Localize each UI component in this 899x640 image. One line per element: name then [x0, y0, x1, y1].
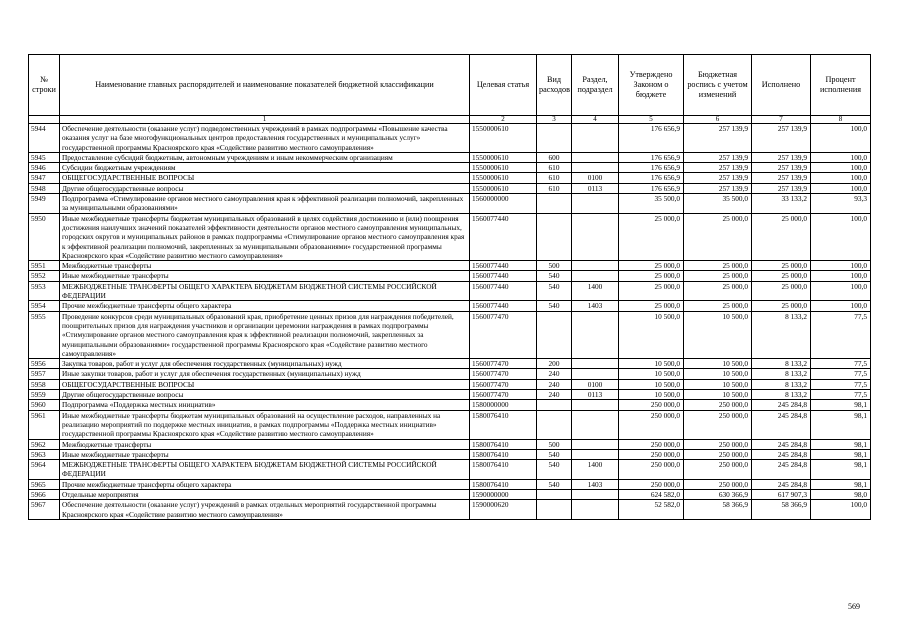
row-number: 5951 [29, 261, 60, 271]
target-article: 1550000610 [470, 163, 537, 173]
approved-amount: 250 000,0 [619, 479, 684, 489]
row-name: Прочие межбюджетные трансферты общего характера [60, 479, 470, 489]
column-header: Утверждено Законом о бюджете [619, 55, 684, 116]
row-number: 5960 [29, 400, 60, 410]
executed-amount: 25 000,0 [752, 271, 811, 281]
execution-percent: 100,0 [811, 301, 871, 311]
expense-kind: 240 [537, 369, 572, 379]
section-subsection: 0113 [572, 390, 619, 400]
approved-amount: 25 000,0 [619, 213, 684, 260]
execution-percent: 100,0 [811, 281, 871, 301]
budget-table-sheet [28, 54, 870, 520]
expense-kind: 610 [537, 173, 572, 183]
target-article: 1560077440 [470, 301, 537, 311]
budget-schedule-amount: 257 139,9 [684, 152, 752, 162]
column-index: 2 [470, 116, 537, 124]
column-index: 7 [752, 116, 811, 124]
target-article: 1580076410 [470, 460, 537, 480]
row-name: Иные межбюджетные трансферты бюджетам муниципальных образований в целях содействия достижению и (или) поощрения достижения наилучших значений показателей эффективности деятельности органов местного самоуправления муниципальных, городских округов и муниципальных районов в рамках подпрограммы «Стимулирование органов местного самоуправления края к эффективной реализации полномочий, закрепленных за муниципальными образованиями» государственной программы Красноярского края «Содействие развитию местного самоуправления» [60, 213, 470, 260]
approved-amount: 250 000,0 [619, 449, 684, 459]
row-name: ОБЩЕГОСУДАРСТВЕННЫЕ ВОПРОСЫ [60, 379, 470, 389]
budget-schedule-amount: 25 000,0 [684, 301, 752, 311]
target-article: 1590000620 [470, 500, 537, 520]
approved-amount: 25 000,0 [619, 281, 684, 301]
budget-schedule-amount: 25 000,0 [684, 281, 752, 301]
target-article: 1580076410 [470, 410, 537, 439]
section-subsection: 1403 [572, 479, 619, 489]
row-number: 5963 [29, 449, 60, 459]
approved-amount: 35 500,0 [619, 194, 684, 214]
expense-kind: 610 [537, 163, 572, 173]
target-article: 1550000610 [470, 152, 537, 162]
row-number: 5955 [29, 311, 60, 358]
table-row [29, 213, 871, 260]
header-row [29, 55, 871, 116]
row-name: Прочие межбюджетные трансферты общего характера [60, 301, 470, 311]
executed-amount: 245 284,8 [752, 449, 811, 459]
row-name: МЕЖБЮДЖЕТНЫЕ ТРАНСФЕРТЫ ОБЩЕГО ХАРАКТЕРА БЮДЖЕТАМ БЮДЖЕТНОЙ СИСТЕМЫ РОССИЙСКОЙ ФЕДЕРАЦИИ [60, 281, 470, 301]
column-index: 3 [537, 116, 572, 124]
executed-amount: 25 000,0 [752, 301, 811, 311]
row-number: 5967 [29, 500, 60, 520]
row-name: Субсидии бюджетным учреждениям [60, 163, 470, 173]
column-header: Раздел, подраздел [572, 55, 619, 116]
row-name: Иные межбюджетные трансферты [60, 271, 470, 281]
section-subsection: 1400 [572, 460, 619, 480]
approved-amount: 52 582,0 [619, 500, 684, 520]
row-name: Проведение конкурсов среди муниципальных образований края, приобретение ценных призов для награждения победителей, поощрительных призов для награждения участников и организации церемонии награждения в рамках подпрограммы «Стимулирование органов местного самоуправления края к эффективной реализации полномочий, закрепленных за муниципальными образованиями» государственной программы Красноярского края «Содействие развитию местного самоуправления» [60, 311, 470, 358]
target-article: 1560077440 [470, 261, 537, 271]
expense-kind: 540 [537, 449, 572, 459]
table-row [29, 479, 871, 489]
row-name: ОБЩЕГОСУДАРСТВЕННЫЕ ВОПРОСЫ [60, 173, 470, 183]
expense-kind [537, 489, 572, 499]
expense-kind: 500 [537, 439, 572, 449]
expense-kind: 540 [537, 460, 572, 480]
expense-kind: 540 [537, 479, 572, 489]
execution-percent: 100,0 [811, 261, 871, 271]
approved-amount: 25 000,0 [619, 261, 684, 271]
row-number: 5959 [29, 390, 60, 400]
expense-kind: 540 [537, 301, 572, 311]
row-name: Обеспечение деятельности (оказание услуг) подведомственных учреждений в рамках подпрограммы «Повышение качества оказания услуг на базе многофункциональных центров предоставления государственных и муниципальных услуг» государственной программы Красноярского края «Содействие развитию местного самоуправления» [60, 124, 470, 153]
execution-percent: 98,1 [811, 439, 871, 449]
budget-schedule-amount: 25 000,0 [684, 261, 752, 271]
table-header [29, 55, 871, 124]
budget-execution-table [28, 54, 871, 520]
column-index: 5 [619, 116, 684, 124]
table-row [29, 489, 871, 499]
column-header: Наименование главных распорядителей и наименование показателей бюджетной классификации [60, 55, 470, 116]
row-name: Межбюджетные трансферты [60, 439, 470, 449]
section-subsection: 0113 [572, 183, 619, 193]
section-subsection [572, 163, 619, 173]
budget-schedule-amount: 257 139,9 [684, 173, 752, 183]
section-subsection: 1400 [572, 281, 619, 301]
execution-percent: 93,3 [811, 194, 871, 214]
row-name: Предоставление субсидий бюджетным, автономным учреждениям и иным некоммерческим организациям [60, 152, 470, 162]
section-subsection: 0100 [572, 379, 619, 389]
expense-kind: 610 [537, 183, 572, 193]
executed-amount: 8 133,2 [752, 369, 811, 379]
row-number: 5958 [29, 379, 60, 389]
approved-amount: 250 000,0 [619, 439, 684, 449]
section-subsection [572, 400, 619, 410]
row-name: Подпрограмма «Стимулирование органов местного самоуправления края к эффективной реализации полномочий, закрепленных за муниципальными образованиями» [60, 194, 470, 214]
column-header: Целевая статья [470, 55, 537, 116]
expense-kind [537, 194, 572, 214]
section-subsection [572, 359, 619, 369]
execution-percent: 100,0 [811, 163, 871, 173]
executed-amount: 257 139,9 [752, 124, 811, 153]
expense-kind [537, 311, 572, 358]
expense-kind [537, 213, 572, 260]
executed-amount: 617 907,3 [752, 489, 811, 499]
table-body [29, 124, 871, 520]
executed-amount: 8 133,2 [752, 390, 811, 400]
budget-schedule-amount: 10 500,0 [684, 390, 752, 400]
approved-amount: 250 000,0 [619, 410, 684, 439]
execution-percent: 100,0 [811, 500, 871, 520]
executed-amount: 33 133,2 [752, 194, 811, 214]
table-row [29, 369, 871, 379]
table-row [29, 152, 871, 162]
executed-amount: 8 133,2 [752, 359, 811, 369]
target-article: 1580076410 [470, 439, 537, 449]
table-row [29, 183, 871, 193]
row-number: 5966 [29, 489, 60, 499]
row-name: Межбюджетные трансферты [60, 261, 470, 271]
table-row [29, 194, 871, 214]
section-subsection [572, 311, 619, 358]
executed-amount: 245 284,8 [752, 400, 811, 410]
section-subsection: 1403 [572, 301, 619, 311]
budget-schedule-amount: 25 000,0 [684, 271, 752, 281]
target-article: 1560077440 [470, 213, 537, 260]
table-row [29, 379, 871, 389]
table-row [29, 163, 871, 173]
row-number: 5948 [29, 183, 60, 193]
expense-kind: 200 [537, 359, 572, 369]
page-number: 569 [848, 602, 860, 611]
target-article: 1560077470 [470, 359, 537, 369]
row-name: Отдельные мероприятия [60, 489, 470, 499]
approved-amount: 624 582,0 [619, 489, 684, 499]
row-number: 5965 [29, 479, 60, 489]
table-row [29, 410, 871, 439]
execution-percent: 77,5 [811, 311, 871, 358]
target-article: 1580076410 [470, 479, 537, 489]
table-row [29, 359, 871, 369]
expense-kind: 600 [537, 152, 572, 162]
row-name: Иные закупки товаров, работ и услуг для обеспечения государственных (муниципальных) нужд [60, 369, 470, 379]
table-row [29, 261, 871, 271]
section-subsection [572, 369, 619, 379]
row-number: 5946 [29, 163, 60, 173]
section-subsection [572, 213, 619, 260]
approved-amount: 10 500,0 [619, 369, 684, 379]
executed-amount: 257 139,9 [752, 183, 811, 193]
target-article: 1560077470 [470, 390, 537, 400]
target-article: 1560077440 [470, 281, 537, 301]
executed-amount: 25 000,0 [752, 213, 811, 260]
row-number: 5961 [29, 410, 60, 439]
approved-amount: 250 000,0 [619, 460, 684, 480]
target-article: 1590000000 [470, 489, 537, 499]
execution-percent: 77,5 [811, 359, 871, 369]
row-name: Обеспечение деятельности (оказание услуг) учреждений в рамках отдельных мероприятий государственной программы Красноярского края «Содействие развитию местного самоуправления» [60, 500, 470, 520]
target-article: 1550000610 [470, 124, 537, 153]
expense-kind [537, 124, 572, 153]
target-article: 1580000000 [470, 400, 537, 410]
table-row [29, 460, 871, 480]
row-number: 5964 [29, 460, 60, 480]
execution-percent: 100,0 [811, 124, 871, 153]
column-index-row [29, 116, 871, 124]
executed-amount: 257 139,9 [752, 163, 811, 173]
row-number: 5945 [29, 152, 60, 162]
approved-amount: 176 656,9 [619, 163, 684, 173]
executed-amount: 257 139,9 [752, 152, 811, 162]
execution-percent: 100,0 [811, 183, 871, 193]
executed-amount: 8 133,2 [752, 311, 811, 358]
target-article: 1560077470 [470, 379, 537, 389]
execution-percent: 100,0 [811, 173, 871, 183]
table-row [29, 439, 871, 449]
row-name: МЕЖБЮДЖЕТНЫЕ ТРАНСФЕРТЫ ОБЩЕГО ХАРАКТЕРА БЮДЖЕТАМ БЮДЖЕТНОЙ СИСТЕМЫ РОССИЙСКОЙ ФЕДЕРАЦИИ [60, 460, 470, 480]
expense-kind: 500 [537, 261, 572, 271]
budget-schedule-amount: 10 500,0 [684, 369, 752, 379]
budget-schedule-amount: 250 000,0 [684, 439, 752, 449]
target-article: 1550000610 [470, 173, 537, 183]
table-row [29, 124, 871, 153]
table-row [29, 301, 871, 311]
execution-percent: 77,5 [811, 369, 871, 379]
row-number: 5950 [29, 213, 60, 260]
column-index [29, 116, 60, 124]
budget-schedule-amount: 250 000,0 [684, 449, 752, 459]
target-article: 1550000610 [470, 183, 537, 193]
budget-schedule-amount: 58 366,9 [684, 500, 752, 520]
section-subsection [572, 271, 619, 281]
budget-schedule-amount: 257 139,9 [684, 124, 752, 153]
budget-schedule-amount: 250 000,0 [684, 400, 752, 410]
row-name: Другие общегосударственные вопросы [60, 390, 470, 400]
section-subsection: 0100 [572, 173, 619, 183]
row-number: 5956 [29, 359, 60, 369]
approved-amount: 176 656,9 [619, 124, 684, 153]
table-row [29, 311, 871, 358]
approved-amount: 25 000,0 [619, 271, 684, 281]
column-header: Исполнено [752, 55, 811, 116]
budget-schedule-amount: 257 139,9 [684, 183, 752, 193]
table-row [29, 449, 871, 459]
budget-schedule-amount: 250 000,0 [684, 410, 752, 439]
row-number: 5949 [29, 194, 60, 214]
approved-amount: 10 500,0 [619, 359, 684, 369]
executed-amount: 58 366,9 [752, 500, 811, 520]
row-number: 5954 [29, 301, 60, 311]
execution-percent: 100,0 [811, 152, 871, 162]
row-name: Закупка товаров, работ и услуг для обеспечения государственных (муниципальных) нужд [60, 359, 470, 369]
section-subsection [572, 500, 619, 520]
expense-kind: 540 [537, 271, 572, 281]
table-row [29, 400, 871, 410]
section-subsection [572, 449, 619, 459]
execution-percent: 100,0 [811, 213, 871, 260]
column-index: 8 [811, 116, 871, 124]
target-article: 1580076410 [470, 449, 537, 459]
column-index: 6 [684, 116, 752, 124]
section-subsection [572, 261, 619, 271]
table-row [29, 390, 871, 400]
table-row [29, 271, 871, 281]
execution-percent: 98,1 [811, 449, 871, 459]
approved-amount: 250 000,0 [619, 400, 684, 410]
expense-kind [537, 500, 572, 520]
executed-amount: 245 284,8 [752, 439, 811, 449]
table-row [29, 500, 871, 520]
column-header: № строки [29, 55, 60, 116]
target-article: 1560077470 [470, 311, 537, 358]
table-row [29, 281, 871, 301]
execution-percent: 98,1 [811, 479, 871, 489]
execution-percent: 98,1 [811, 460, 871, 480]
column-header: Бюджетная роспись с учетом изменений [684, 55, 752, 116]
row-number: 5962 [29, 439, 60, 449]
expense-kind [537, 400, 572, 410]
table-row [29, 173, 871, 183]
section-subsection [572, 194, 619, 214]
expense-kind: 240 [537, 379, 572, 389]
row-name: Другие общегосударственные вопросы [60, 183, 470, 193]
budget-schedule-amount: 10 500,0 [684, 359, 752, 369]
target-article: 1560077470 [470, 369, 537, 379]
row-name: Иные межбюджетные трансферты [60, 449, 470, 459]
executed-amount: 25 000,0 [752, 261, 811, 271]
executed-amount: 8 133,2 [752, 379, 811, 389]
executed-amount: 245 284,8 [752, 460, 811, 480]
section-subsection [572, 410, 619, 439]
approved-amount: 176 656,9 [619, 173, 684, 183]
target-article: 1560077440 [470, 271, 537, 281]
section-subsection [572, 152, 619, 162]
row-number: 5944 [29, 124, 60, 153]
approved-amount: 10 500,0 [619, 379, 684, 389]
execution-percent: 98,1 [811, 400, 871, 410]
budget-schedule-amount: 630 366,9 [684, 489, 752, 499]
execution-percent: 77,5 [811, 379, 871, 389]
section-subsection [572, 489, 619, 499]
budget-schedule-amount: 10 500,0 [684, 379, 752, 389]
expense-kind [537, 410, 572, 439]
approved-amount: 10 500,0 [619, 311, 684, 358]
execution-percent: 100,0 [811, 271, 871, 281]
row-number: 5947 [29, 173, 60, 183]
row-number: 5953 [29, 281, 60, 301]
budget-schedule-amount: 35 500,0 [684, 194, 752, 214]
column-header: Вид расходов [537, 55, 572, 116]
approved-amount: 10 500,0 [619, 390, 684, 400]
budget-schedule-amount: 10 500,0 [684, 311, 752, 358]
execution-percent: 98,0 [811, 489, 871, 499]
approved-amount: 176 656,9 [619, 152, 684, 162]
executed-amount: 25 000,0 [752, 281, 811, 301]
row-name: Иные межбюджетные трансферты бюджетам муниципальных образований на осуществление расходов, направленных на реализацию мероприятий по поддержке местных инициатив, в рамках подпрограммы «Поддержка местных инициатив» государственной программы Красноярского края «Содействие развитию местного самоуправления» [60, 410, 470, 439]
approved-amount: 176 656,9 [619, 183, 684, 193]
column-index: 4 [572, 116, 619, 124]
executed-amount: 245 284,8 [752, 410, 811, 439]
row-name: Подпрограмма «Поддержка местных инициатив» [60, 400, 470, 410]
row-number: 5952 [29, 271, 60, 281]
approved-amount: 25 000,0 [619, 301, 684, 311]
expense-kind: 240 [537, 390, 572, 400]
budget-schedule-amount: 257 139,9 [684, 163, 752, 173]
column-header: Процент исполнения [811, 55, 871, 116]
section-subsection [572, 124, 619, 153]
budget-schedule-amount: 250 000,0 [684, 460, 752, 480]
executed-amount: 245 284,8 [752, 479, 811, 489]
budget-schedule-amount: 250 000,0 [684, 479, 752, 489]
target-article: 1560000000 [470, 194, 537, 214]
execution-percent: 98,1 [811, 410, 871, 439]
section-subsection [572, 439, 619, 449]
budget-schedule-amount: 25 000,0 [684, 213, 752, 260]
execution-percent: 77,5 [811, 390, 871, 400]
executed-amount: 257 139,9 [752, 173, 811, 183]
row-number: 5957 [29, 369, 60, 379]
expense-kind: 540 [537, 281, 572, 301]
column-index: 1 [60, 116, 470, 124]
